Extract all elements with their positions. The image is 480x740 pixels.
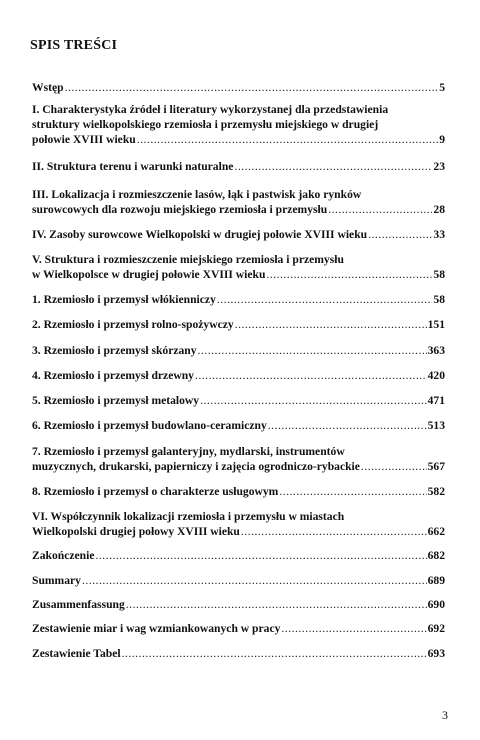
toc-entry[interactable] bbox=[32, 597, 445, 612]
toc-entry-page: 513 bbox=[427, 419, 445, 432]
toc-entry-title-line: I. Charakterystyka źródeł i literatury wykorzystanej dla przedstawienia bbox=[32, 103, 389, 116]
toc-entry-title-line: 3. Rzemiosło i przemysł skórzany bbox=[32, 344, 197, 357]
toc-entry-page: 690 bbox=[427, 598, 445, 611]
toc-entry[interactable] bbox=[32, 80, 445, 95]
dot-leader bbox=[137, 132, 438, 147]
toc-entry-page: 58 bbox=[433, 293, 445, 306]
toc-entry-title-line: Zusammenfassung bbox=[32, 598, 125, 611]
toc-entry-title-line: 7. Rzemiosło i przemysł galanteryjny, mydlarski, instrumentów bbox=[32, 445, 345, 458]
dot-leader bbox=[281, 621, 426, 636]
dot-leader bbox=[266, 267, 432, 282]
page-number: 3 bbox=[442, 708, 448, 722]
dot-leader bbox=[82, 573, 427, 588]
toc-entry[interactable] bbox=[32, 393, 445, 408]
toc-entry[interactable] bbox=[32, 159, 445, 174]
toc-entry-title-line: struktury wielkopolskiego rzemiosła i przemysłu miejskiego w drugiej bbox=[32, 118, 379, 131]
toc-entry-page: 5 bbox=[439, 81, 445, 94]
dot-leader bbox=[234, 159, 432, 174]
toc-entry[interactable] bbox=[32, 509, 445, 539]
dot-leader bbox=[217, 292, 433, 307]
toc-entry[interactable] bbox=[32, 484, 445, 499]
toc-entry-page: 693 bbox=[427, 647, 445, 660]
toc-entry-page: 28 bbox=[433, 203, 445, 216]
toc-entry[interactable] bbox=[32, 621, 445, 636]
toc-entry-title-line: 1. Rzemiosło i przemysł włókienniczy bbox=[32, 293, 216, 306]
toc-entry[interactable] bbox=[32, 102, 445, 147]
dot-leader bbox=[235, 317, 427, 332]
toc-entry-title-line: surowcowych dla rozwoju miejskiego rzemiosła i przemysłu bbox=[32, 203, 328, 216]
toc-entry[interactable] bbox=[32, 187, 445, 217]
dot-leader bbox=[279, 484, 426, 499]
toc-entry-title-line: muzycznych, drukarski, papierniczy i zajęcia ogrodniczo-rybackie bbox=[32, 460, 360, 473]
toc-entry-title-line: połowie XVIII wieku bbox=[32, 133, 136, 146]
toc-entry-page: 662 bbox=[427, 525, 445, 538]
toc-entry[interactable] bbox=[32, 548, 445, 563]
toc-entry-title-line: 4. Rzemiosło i przemysł drzewny bbox=[32, 369, 194, 382]
toc-entry-page: 58 bbox=[433, 268, 445, 281]
toc-heading: SPIS TREŚCI bbox=[30, 38, 118, 53]
toc-entry[interactable] bbox=[32, 368, 445, 383]
dot-leader bbox=[268, 418, 427, 433]
toc-entry-title-line: 2. Rzemiosło i przemysł rolno-spożywczy bbox=[32, 318, 234, 331]
toc-entry[interactable] bbox=[32, 227, 445, 242]
toc-entry-title-line: 8. Rzemiosło i przemysł o charakterze usługowym bbox=[32, 485, 279, 498]
toc-entry[interactable] bbox=[32, 573, 445, 588]
toc-entry-page: 33 bbox=[433, 228, 445, 241]
toc-entry-title-line: 5. Rzemiosło i przemysł metalowy bbox=[32, 394, 200, 407]
toc-entry-title-line: 6. Rzemiosło i przemysł budowlano-ceramiczny bbox=[32, 419, 267, 432]
dot-leader bbox=[328, 202, 432, 217]
toc-entry[interactable] bbox=[32, 292, 445, 307]
toc-entry-title-line: V. Struktura i rozmieszczenie miejskiego rzemiosła i przemysłu bbox=[32, 253, 344, 266]
toc-entry-title-line: Wielkopolski drugiej połowy XVIII wieku bbox=[32, 525, 240, 538]
dot-leader bbox=[122, 646, 427, 661]
toc-entry-page: 23 bbox=[433, 160, 445, 173]
dot-leader bbox=[200, 393, 427, 408]
toc-entry-title-line: II. Struktura terenu i warunki naturalne bbox=[32, 160, 234, 173]
toc-entry-title-line: Zestawienie miar i wag wzmiankowanych w pracy bbox=[32, 622, 281, 635]
toc-entry-title-line: Summary bbox=[32, 574, 81, 587]
dot-leader bbox=[65, 80, 439, 95]
toc-entry-title-line: III. Lokalizacja i rozmieszczenie lasów, łąk i pastwisk jako rynków bbox=[32, 188, 362, 201]
toc-entry[interactable] bbox=[32, 343, 445, 358]
toc-entry-title-line: VI. Współczynnik lokalizacji rzemiosła i przemysłu w miastach bbox=[32, 510, 345, 523]
toc-entry-page: 471 bbox=[427, 394, 445, 407]
toc-entry-page: 363 bbox=[427, 344, 445, 357]
toc-entry[interactable] bbox=[32, 646, 445, 661]
toc-entry-page: 692 bbox=[427, 622, 445, 635]
toc-entry-page: 151 bbox=[427, 318, 445, 331]
toc-entry-title-line: Zestawienie Tabel bbox=[32, 647, 121, 660]
toc-entry-page: 582 bbox=[427, 485, 445, 498]
dot-leader bbox=[95, 548, 426, 563]
toc-entry[interactable] bbox=[32, 444, 445, 474]
dot-leader bbox=[195, 368, 427, 383]
dot-leader bbox=[198, 343, 427, 358]
toc-entry-title-line: w Wielkopolsce w drugiej połowie XVIII wieku bbox=[32, 268, 266, 281]
toc-entry-page: 682 bbox=[427, 549, 445, 562]
toc-entry-page: 689 bbox=[427, 574, 445, 587]
toc-entry[interactable] bbox=[32, 317, 445, 332]
toc-entry[interactable] bbox=[32, 252, 445, 282]
toc-entry-title-line: Zakończenie bbox=[32, 549, 95, 562]
toc-entry[interactable] bbox=[32, 418, 445, 433]
toc-entry-title-line: IV. Zasoby surowcowe Wielkopolski w drugiej połowie XVIII wieku bbox=[32, 228, 368, 241]
dot-leader bbox=[368, 227, 432, 242]
dot-leader bbox=[241, 524, 427, 539]
dot-leader bbox=[126, 597, 427, 612]
toc-entry-page: 567 bbox=[427, 460, 445, 473]
toc-entry-title-line: Wstęp bbox=[32, 81, 64, 94]
toc-entry-page: 9 bbox=[439, 133, 445, 146]
dot-leader bbox=[361, 459, 427, 474]
toc-entry-page: 420 bbox=[427, 369, 445, 382]
